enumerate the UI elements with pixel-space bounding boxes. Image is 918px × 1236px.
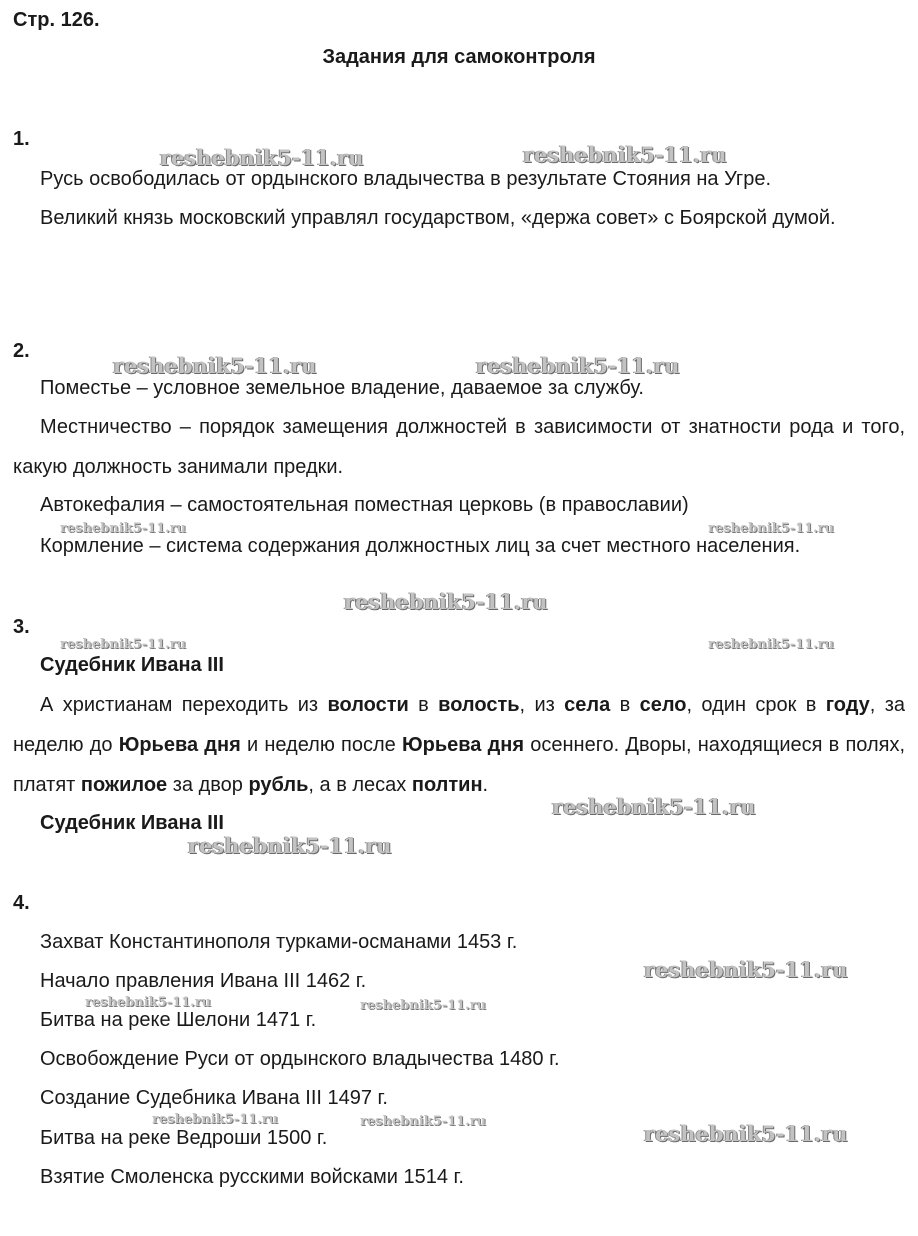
task-3-heading-2: Судебник Ивана III — [40, 812, 224, 834]
task-3-paragraph — [13, 685, 905, 805]
task-1-number: 1. — [13, 128, 30, 150]
task-2-line-3: Автокефалия – самостоятельная поместная церковь (в православии) — [40, 494, 689, 516]
task-4-event: Взятие Смоленска русскими войсками 1514 г. — [40, 1166, 464, 1188]
task-4-event: Битва на реке Шелони 1471 г. — [40, 1009, 317, 1031]
task-3-bold-term: Юрьева дня — [401, 734, 525, 756]
watermark: reshebnik5-11.ru — [360, 998, 487, 1013]
task-3-text: в — [408, 694, 439, 716]
watermark: reshebnik5-11.ru — [60, 521, 187, 536]
task-4-event: Захват Константинополя турками-османами 1453 г. — [40, 931, 518, 953]
watermark: reshebnik5-11.ru — [644, 1121, 848, 1146]
watermark: reshebnik5-11.ru — [60, 637, 187, 652]
task-3-bold-term: пожилое — [80, 774, 168, 796]
watermark: reshebnik5-11.ru — [360, 1114, 487, 1129]
task-1-line-1: Русь освободилась от ордынского владычества в результате Стояния на Угре. — [40, 168, 772, 190]
task-2-line-1: Поместье – условное земельное владение, даваемое за службу. — [40, 377, 644, 399]
task-3-bold-term: села — [564, 694, 611, 716]
watermark: reshebnik5-11.ru — [476, 353, 680, 378]
task-3-text: , а в лесах — [308, 774, 412, 796]
watermark: reshebnik5-11.ru — [85, 995, 212, 1010]
task-3-bold-term: село — [639, 694, 687, 716]
task-3-text: в — [610, 694, 640, 716]
task-3-bold-term: рубль — [248, 774, 309, 796]
task-4-number: 4. — [13, 892, 30, 914]
task-3-bold-term: волости — [327, 694, 409, 716]
task-3-text: за двор — [167, 774, 249, 796]
watermark: reshebnik5-11.ru — [708, 637, 835, 652]
page-label: Стр. 126. — [13, 9, 100, 31]
watermark: reshebnik5-11.ru — [344, 589, 548, 614]
task-3-bold-term: году — [825, 694, 870, 716]
task-3-text: и неделю после — [240, 734, 402, 756]
watermark: reshebnik5-11.ru — [523, 142, 727, 167]
task-2-number: 2. — [13, 340, 30, 362]
task-3-bold-term: полтин — [411, 774, 483, 796]
task-4-event: Создание Судебника Ивана III 1497 г. — [40, 1087, 388, 1109]
task-3-text: . — [482, 774, 489, 796]
task-3-heading-1: Судебник Ивана III — [40, 654, 224, 676]
watermark: reshebnik5-11.ru — [188, 833, 392, 858]
task-2-paragraph: Местничество – порядок замещения должностей в зависимости от знатности рода и того, какую должность занимали предки. — [13, 416, 905, 478]
task-3-text: , за неделю до — [13, 694, 906, 756]
watermark: reshebnik5-11.ru — [708, 521, 835, 536]
task-4-event: Начало правления Ивана III 1462 г. — [40, 970, 367, 992]
document-title: Задания для самоконтроля — [322, 46, 596, 68]
task-3-text: осеннего. Дворы, находящиеся в полях, платят — [13, 734, 906, 796]
watermark: reshebnik5-11.ru — [113, 353, 317, 378]
task-4-event: Освобождение Руси от ордынского владычества 1480 г. — [40, 1048, 560, 1070]
task-3-bold-term: волость — [438, 694, 520, 716]
task-3-text: , один срок в — [686, 694, 826, 716]
watermark: reshebnik5-11.ru — [160, 145, 364, 170]
watermark: reshebnik5-11.ru — [644, 957, 848, 982]
task-1-paragraph: Великий князь московский управлял государством, «держа совет» с Боярской думой. — [40, 207, 836, 229]
watermark: reshebnik5-11.ru — [152, 1112, 279, 1127]
task-4-event: Битва на реке Ведроши 1500 г. — [40, 1127, 328, 1149]
task-3-text: А христианам переходить из — [40, 694, 328, 716]
task-3-text: , из — [519, 694, 565, 716]
watermark: reshebnik5-11.ru — [552, 794, 756, 819]
task-3-bold-term: Юрьева дня — [118, 734, 241, 756]
task-3-number: 3. — [13, 616, 30, 638]
task-2-line-4: Кормление – система содержания должностных лиц за счет местного населения. — [40, 535, 801, 557]
